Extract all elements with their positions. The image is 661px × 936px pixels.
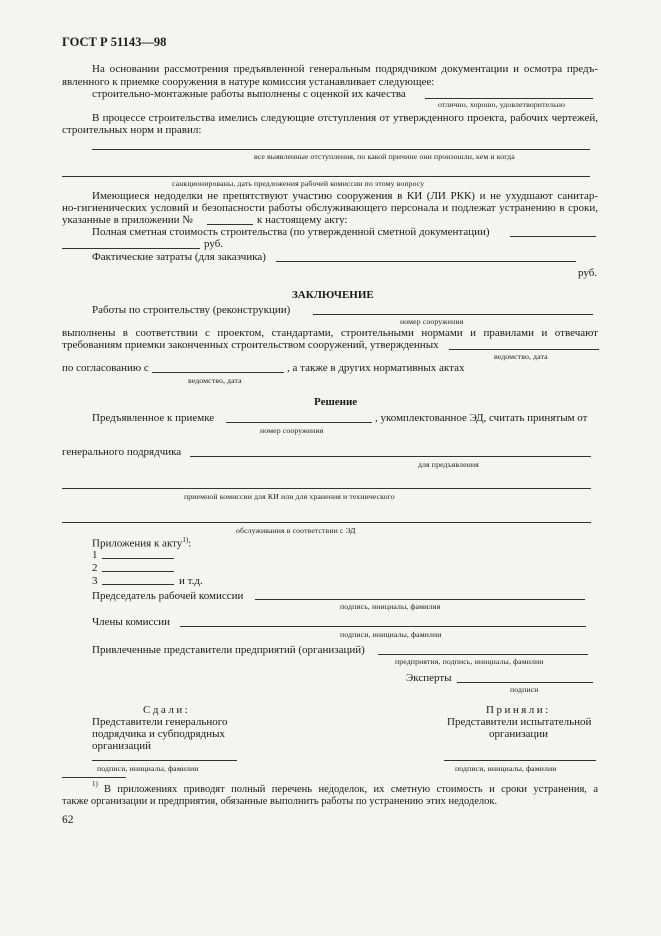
p3-line3a: указанные в приложении №	[62, 214, 193, 226]
members-signature-field[interactable]	[180, 626, 586, 627]
agreed-with-caption: ведомство, дата	[188, 376, 242, 385]
p1-line2: явленного к приемке сооружения в натуре комиссия устанавливает следующее:	[62, 76, 435, 88]
actual-cost-label: Фактические затраты (для заказчика)	[92, 251, 266, 263]
decision-title: Решение	[314, 396, 358, 408]
footnote-separator	[62, 777, 126, 778]
attachment-item-1-field[interactable]	[102, 558, 174, 559]
accepted-line1: Представители испытательной	[447, 716, 592, 728]
conclusion-line4b: , а также в других нормативных актах	[287, 362, 465, 374]
attachment-item-1-label: 1	[92, 549, 98, 561]
p1-line3: строительно-монтажные работы выполнены с оценкой их качества	[92, 88, 406, 100]
conclusion-line3: требованиям приемки законченных строительством сооружений, утвержденных	[62, 339, 439, 351]
accepted-line2: организации	[489, 728, 549, 740]
experts-caption: подписи	[510, 685, 539, 694]
p3-line3b: к настоящему акту:	[257, 214, 348, 226]
handed-over-line2: подрядчика и субподрядных	[92, 728, 225, 740]
quality-field[interactable]	[425, 98, 593, 99]
approved-by-field[interactable]	[449, 349, 599, 350]
members-caption: подписи, инициалы, фамилии	[340, 630, 442, 639]
accepted-heading: Приняли:	[486, 704, 551, 716]
representatives-label: Привлеченные представители предприятий (организаций)	[92, 644, 365, 656]
p3-line2: но-гигиенических условий и безопасности работы обслуживающего персонала и подлежат устранению в сроки,	[62, 202, 598, 214]
actual-cost-rub: руб.	[578, 267, 598, 279]
representatives-signature-field[interactable]	[378, 654, 588, 655]
decision-line1b: , укомплектованное ЭД, считать принятым от	[375, 412, 588, 424]
chairman-signature-field[interactable]	[255, 599, 585, 600]
footnote-line2: также организации и предприятия, обязанные выполнить работы по устранению этих недоделок.	[62, 796, 498, 807]
p3-line1: Имеющиеся недоделки не препятствуют участию сооружения в КИ (ЛИ РКК) и не ухудшают санитар-	[92, 190, 598, 202]
general-contractor-field[interactable]	[190, 456, 591, 457]
p1-line1: На основании рассмотрения предъявленной генеральным подрядчиком документации и осмотра предъ-	[92, 63, 598, 75]
maintenance-caption: обслуживания в соответствии с ЭД	[236, 526, 356, 535]
conclusion-title: ЗАКЛЮЧЕНИЕ	[292, 289, 374, 301]
conclusion-line2: выполнены в соответствии с проектом, стандартами, строительными нормами и правилами и отвечают	[62, 327, 598, 339]
attachments-etc: и т.д.	[179, 575, 203, 587]
p2-line2: строительных норм и правил:	[62, 124, 202, 136]
submitted-structure-caption: номер сооружения	[260, 426, 324, 435]
actual-cost-field[interactable]	[276, 261, 576, 262]
structure-number-caption: номер сооружения	[400, 317, 464, 326]
accepted-signature-field[interactable]	[444, 760, 596, 761]
estimated-cost-rub: руб.	[204, 238, 224, 250]
estimated-cost-label: Полная сметная стоимость строительства (по утвержденной сметной документации)	[92, 226, 490, 238]
attachments-label: Приложения к акту$^{1)}$:	[92, 536, 192, 550]
attachment-item-2-field[interactable]	[102, 571, 174, 572]
handed-over-signature-field[interactable]	[92, 760, 237, 761]
agreed-with-field[interactable]	[152, 372, 284, 373]
footnote-mark: 1)	[92, 780, 98, 788]
commission-field[interactable]	[62, 488, 591, 489]
handed-over-heading: Сдали:	[143, 704, 191, 716]
handed-over-line3: организаций	[92, 740, 152, 752]
p2-line1: В процессе строительства имелись следующие отступления от утвержденного проекта, рабочих чертежей,	[92, 112, 598, 124]
page-number: 62	[62, 814, 74, 826]
decision-line1a: Предъявленное к приемке	[92, 412, 215, 424]
attachment-item-2-label: 2	[92, 562, 98, 574]
deviations-caption-1: все выявленные отступления, по какой причине они произошли, кем и когда	[254, 152, 515, 161]
experts-signature-field[interactable]	[457, 682, 593, 683]
conclusion-line1: Работы по строительству (реконструкции)	[92, 304, 291, 316]
chairman-caption: подпись, инициалы, фамилия	[340, 602, 441, 611]
submitted-structure-field[interactable]	[226, 422, 372, 423]
chairman-label: Председатель рабочей комиссии	[92, 590, 244, 602]
estimated-cost-field-1[interactable]	[510, 236, 596, 237]
deviations-caption-2: санкционированы, дать предложения рабочей комиссии по этому вопросу	[172, 179, 425, 188]
approved-by-caption: ведомство, дата	[494, 352, 548, 361]
handed-over-caption: подписи, инициалы, фамилии	[97, 764, 199, 773]
standard-header: ГОСТ Р 51143—98	[62, 35, 167, 49]
attachment-item-3-field[interactable]	[102, 584, 174, 585]
representatives-caption: предприятия, подпись, инициалы, фамилии	[395, 657, 544, 666]
conclusion-line4a: по согласованию с	[62, 362, 149, 374]
appendix-number-field[interactable]	[207, 224, 253, 225]
experts-label: Эксперты	[406, 672, 452, 684]
estimated-cost-field-2[interactable]	[62, 248, 200, 249]
handed-over-line1: Представители генерального	[92, 716, 228, 728]
decision-line2: генерального подрядчика	[62, 446, 182, 458]
deviations-field-2[interactable]	[62, 176, 590, 177]
accepted-caption: подписи, инициалы, фамилии	[455, 764, 557, 773]
attachment-item-3-label: 3	[92, 575, 98, 587]
attachments-footnote-mark: 1)	[182, 536, 189, 544]
commission-caption: приемной комиссии для КИ или для хранения и технического	[184, 492, 395, 501]
maintenance-field[interactable]	[62, 522, 591, 523]
members-label: Члены комиссии	[92, 616, 171, 628]
quality-caption: отлично, хорошо, удовлетворительно	[438, 100, 566, 109]
general-contractor-caption: для предъявления	[418, 460, 479, 469]
structure-number-field[interactable]	[313, 314, 593, 315]
deviations-field-1[interactable]	[92, 149, 590, 150]
footnote-line1: В приложениях приводят полный перечень недоделок, их сметную стоимость и сроки устранения, а	[104, 784, 598, 795]
